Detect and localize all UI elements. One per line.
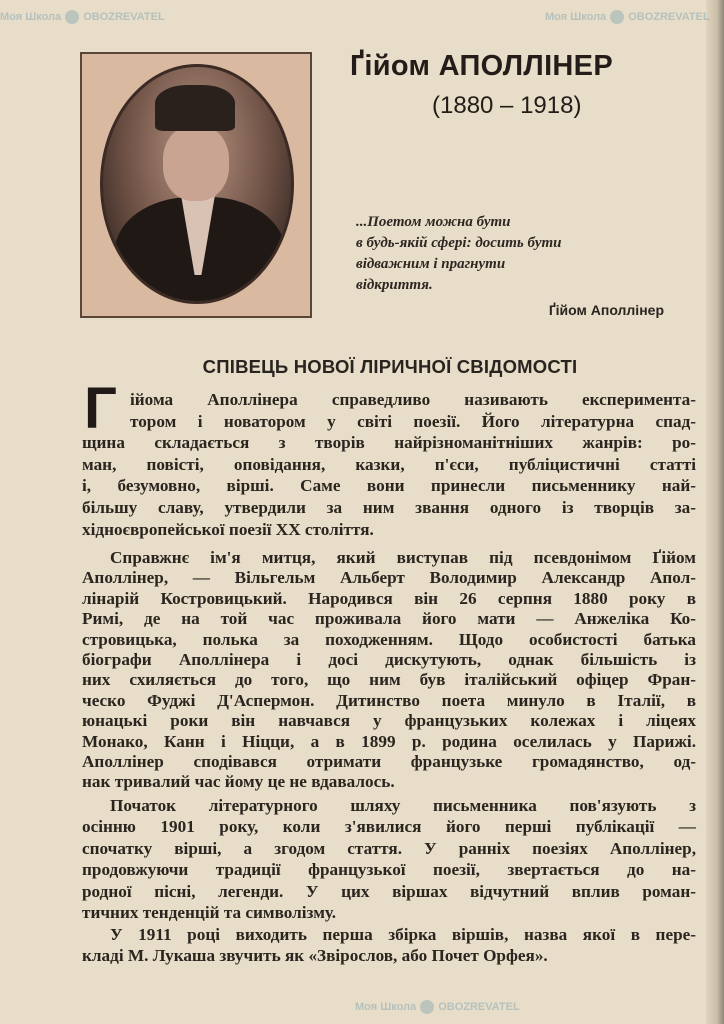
text-line: стровицька, полька за походженням. Щодо особистості батька bbox=[82, 629, 696, 649]
text-line: лінарій Костровицький. Народився він 26 серпня 1880 року в bbox=[82, 588, 696, 608]
text-line: тичних тенденцій та символізму. bbox=[82, 903, 337, 923]
text-line: родної пісні, легенди. У цих віршах відчутний вплив роман- bbox=[82, 881, 696, 901]
epigraph bbox=[356, 212, 676, 296]
paragraph-3 bbox=[82, 795, 696, 923]
epigraph-line: відважним і прагнути bbox=[356, 256, 506, 272]
text-line: Справжнє ім'я митця, який виступав під псевдонімом Ґійом bbox=[110, 548, 696, 567]
watermark: Моя Школа OBOZREVATEL bbox=[545, 10, 710, 23]
text-line: Монако, Канн і Ніцци, а в 1899 р. родина оселилась у Парижі. bbox=[82, 731, 696, 751]
text-line: Римі, де на той час проживала його мати — Анжеліка Ко- bbox=[82, 609, 696, 629]
text-line: щина складається з творів найрізноманітніших жанрів: ро- bbox=[82, 433, 696, 453]
text-line: них схиляється до того, що ним був італійський офіцер Фран- bbox=[82, 670, 696, 690]
watermark: Моя Школа OBOZREVATEL bbox=[355, 1000, 520, 1013]
text-line: нак тривалий час йому це не вдавалось. bbox=[82, 772, 395, 792]
page-edge bbox=[706, 0, 724, 1024]
text-line: і, безумовно, вірші. Саме вони принесли письменнику най- bbox=[82, 476, 696, 496]
text-line: більшу славу, утвердили за ним звання одного із творців за- bbox=[82, 497, 696, 517]
text-line: ческо Фуджі Д'Аспермон. Дитинство поета минуло в Італії, в bbox=[82, 690, 696, 710]
paragraph-4 bbox=[82, 924, 696, 967]
epigraph-author: Ґійом Аполлінер bbox=[548, 302, 664, 318]
text-line: спочатку вірші, а згодом стаття. У ранніх поезіях Аполлінер, bbox=[82, 838, 696, 858]
epigraph-line: ...Поетом можна бути bbox=[356, 214, 511, 230]
text-line: тором і новатором у світі поезії. Його літературна спад- bbox=[130, 411, 696, 431]
paragraph-2 bbox=[82, 548, 696, 793]
epigraph-line: в будь-якій сфері: досить бути bbox=[356, 235, 562, 251]
text-line: юнацькі роки він навчався у французьких колежах і ліцеях bbox=[82, 711, 696, 731]
watermark: Моя Школа OBOZREVATEL bbox=[0, 10, 165, 23]
text-line: Аполлінер, — Вільгельм Альберт Володимир Александр Апол- bbox=[82, 568, 696, 588]
text-line: кладі М. Лукаша звучить як «Звірослов, або Почет Орфея». bbox=[82, 946, 548, 966]
epigraph-line: відкриття. bbox=[356, 277, 433, 293]
text-line: осінню 1901 року, коли з'явилися його перші публікації — bbox=[82, 817, 696, 837]
text-line: У 1911 році виходить перша збірка віршів, назва якої в пере- bbox=[110, 925, 696, 944]
paragraph-1 bbox=[82, 389, 696, 540]
author-life-dates: (1880 – 1918) bbox=[432, 92, 582, 119]
text-line: біографи Аполлінера і досі дискутують, однак більшість із bbox=[82, 650, 696, 670]
author-name-title: Ґійом АПОЛЛІНЕР bbox=[350, 50, 613, 82]
section-heading: СПІВЕЦЬ НОВОЇ ЛІРИЧНОЇ СВІДОМОСТІ bbox=[202, 356, 578, 377]
text-line: ман, повісті, оповідання, казки, п'єси, публіцистичні статті bbox=[82, 454, 696, 474]
drop-cap: Г bbox=[84, 376, 117, 441]
text-line: хідноєвропейської поезії XX століття. bbox=[82, 519, 374, 539]
text-line: продовжуючи традиції французької поезії, звертається до на- bbox=[82, 860, 696, 880]
text-line: Аполлінер сподівався отримати французьке громадянство, од- bbox=[82, 752, 696, 772]
portrait-frame bbox=[80, 52, 312, 318]
portrait-photo bbox=[100, 64, 294, 304]
text-line: Початок літературного шляху письменника пов'язують з bbox=[110, 796, 696, 815]
text-line: ійома Аполлінера справедливо називають експеримента- bbox=[130, 390, 696, 409]
